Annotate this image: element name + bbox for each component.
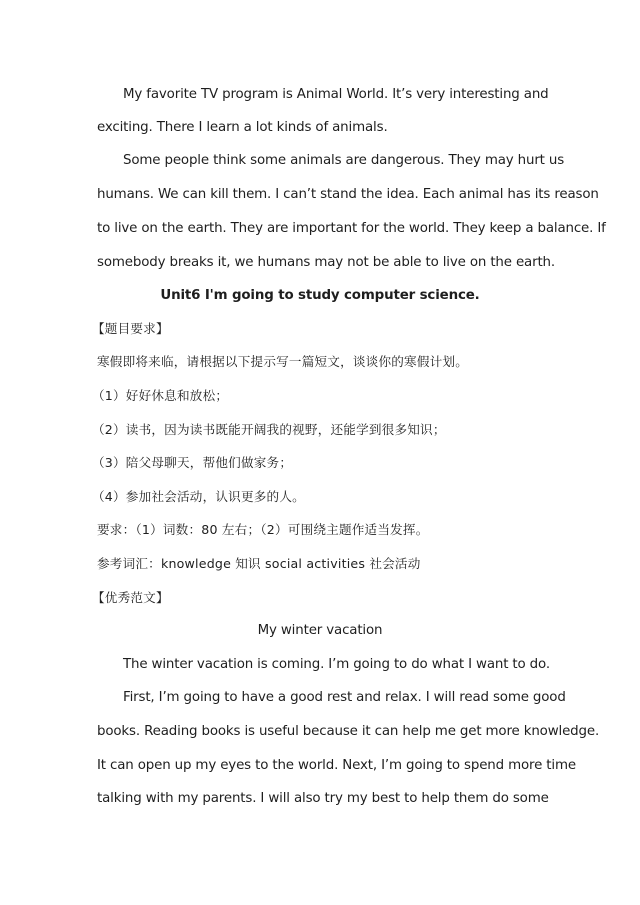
vocab-line: 参考词汇：knowledge 知识 social activities 社会活动 <box>97 556 421 571</box>
paragraph-2-line-4: somebody breaks it, we humans may not be able to live on the earth. <box>97 255 555 270</box>
point-4: （4）参加社会活动，认识更多的人。 <box>92 489 305 504</box>
prompt-text: 寒假即将来临，请根据以下提示写一篇短文，谈谈你的寒假计划。 <box>97 354 469 369</box>
essay-para-2-line-1: First, I’m going to have a good rest and relax. I will read some good <box>123 690 566 705</box>
point-2: （2）读书，因为读书既能开阔我的视野，还能学到很多知识； <box>92 422 446 437</box>
requirements-header: 【题目要求】 <box>92 321 169 336</box>
paragraph-1-line-2: exciting. There I learn a lot kinds of animals. <box>97 120 388 135</box>
paragraph-2-line-1: Some people think some animals are dangerous. They may hurt us <box>123 153 565 168</box>
point-3: （3）陪父母聊天，帮他们做家务； <box>92 455 293 470</box>
essay-para-2-line-2: books. Reading books is useful because it can help me get more knowledge. <box>97 724 600 739</box>
paragraph-2-line-2: humans. We can kill them. I can’t stand the idea. Each animal has its reason <box>97 187 599 202</box>
paragraph-1-line-1: My favorite TV program is Animal World. It’s very interesting and <box>123 87 549 102</box>
essay-title: My winter vacation <box>257 623 383 638</box>
essay-para-2-line-3: It can open up my eyes to the world. Next, I’m going to spend more time <box>97 758 576 773</box>
requirement-line: 要求：（1）词数：80 左右；（2）可围绕主题作适当发挥。 <box>97 522 429 537</box>
unit-heading: Unit6 I'm going to study computer science. <box>160 288 480 303</box>
paragraph-2-line-3: to live on the earth. They are important for the world. They keep a balance. If <box>97 221 606 236</box>
sample-header: 【优秀范文】 <box>92 590 169 605</box>
point-1: （1）好好休息和放松； <box>92 388 229 403</box>
essay-para-2-line-4: talking with my parents. I will also try my best to help them do some <box>97 791 549 806</box>
essay-para-1: The winter vacation is coming. I’m going to do what I want to do. <box>123 657 550 672</box>
